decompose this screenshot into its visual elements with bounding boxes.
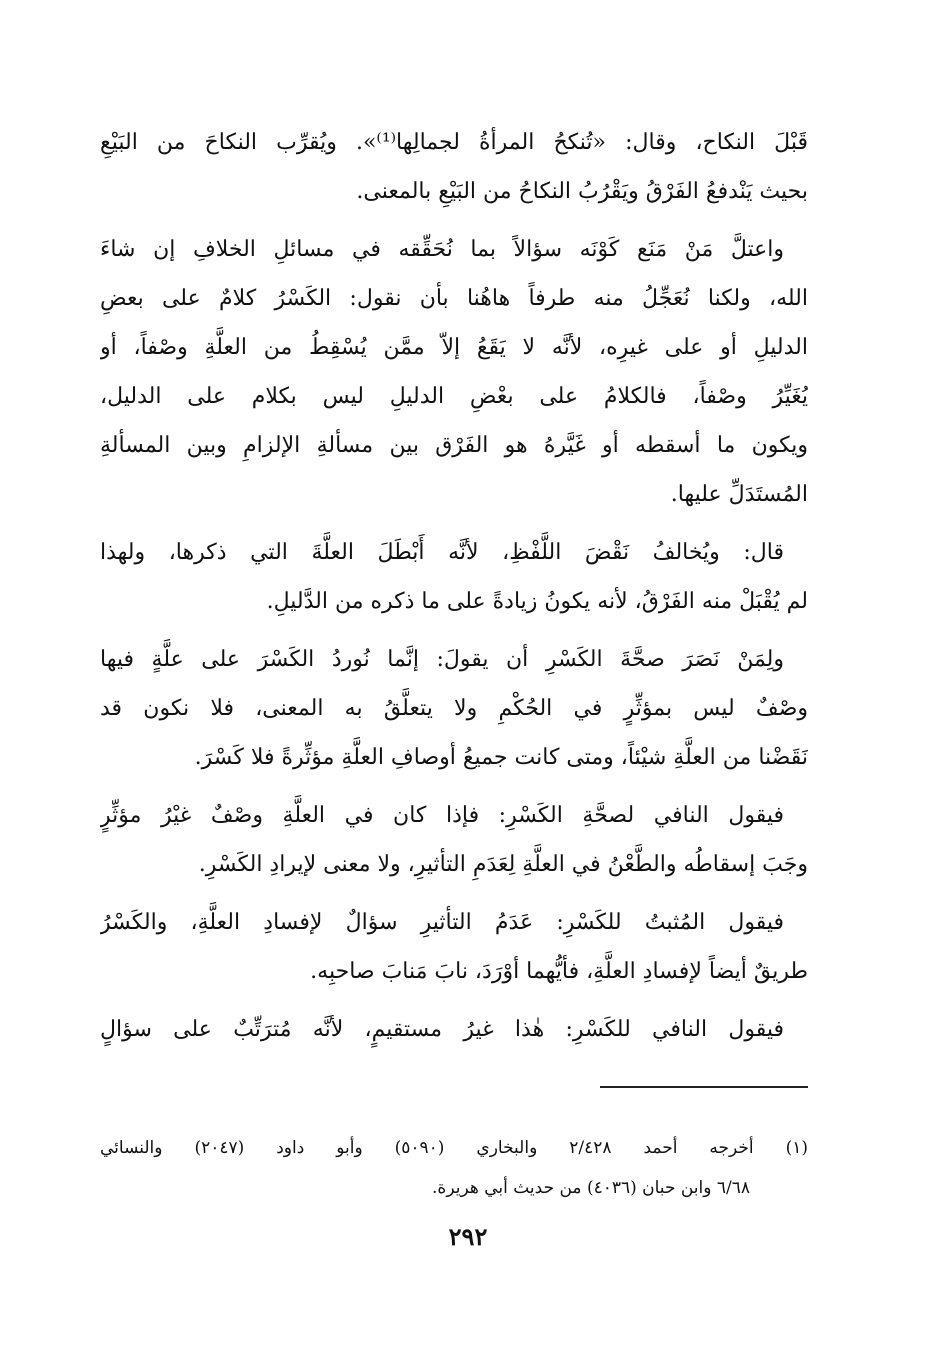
text-line: ولِمَنْ نَصَرَ صحَّةَ الكَسْرِ أن يقولَ: إنَّما نُوردُ الكَسْرَ على علَّةٍ فيها: [100, 647, 784, 672]
text-line: المُستَدَلِّ عليها.: [670, 482, 808, 507]
text-line: وصْفٌ ليس بمؤثِّرٍ في الحُكْمِ ولا يتعلَّقُ به المعنى، فلا نكون قد: [100, 696, 808, 721]
footnote-line: ٦/٦٨ وابن حبان (٤٠٣٦) من حديث أبي هريرة.: [432, 1178, 750, 1198]
text-line: وجَبَ إسقاطُه والطَّعْنُ في العلَّةِ لِعَدَمِ التأثيرِ، ولا معنى لإيرادِ الكَسْرِ.: [198, 852, 808, 877]
footnotes: [100, 1128, 808, 1208]
text-line: يُغَيِّرُ وصْفاً، فالكلامُ على بعْضِ الدليلِ ليس بكلام على الدليل،: [100, 384, 808, 409]
text-line: قَبْلَ النكاح، وقال: «تُنكحُ المرأةُ لجمالِها⁽¹⁾». ويُقرِّب النكاحَ من البَيْعِ: [100, 130, 808, 155]
paragraph-1: [100, 118, 808, 216]
footnote-line: (١) أخرجه أحمد ٢/٤٢٨ والبخاري (٥٠٩٠) وأبو داود (٢٠٤٧) والنسائي: [100, 1138, 808, 1158]
footnote-divider: [600, 1086, 808, 1088]
page-body: [100, 118, 808, 1063]
paragraph-5: [100, 791, 808, 889]
page-number: ٢٩٢: [448, 1222, 488, 1251]
text-line: ويكون ما أسقطه أو غَيَّرهُ هو الفَرْق بين مسألةِ الإلزامِ وبين المسألةِ: [100, 433, 808, 458]
text-line: قال: ويُخالفُ نَقْضَ اللَّفْظِ، لأنَّه أَبْطَلَ العلَّةَ التي ذكرها، ولهذا: [100, 540, 784, 565]
text-line: فيقول النافي لصحَّةِ الكَسْرِ: فإذا كان في العلَّةِ وصْفٌ غيْرُ مؤثِّرٍ: [100, 803, 784, 828]
text-line: طريقٌ أيضاً لإفسادِ العلَّةِ، فأيُّهما أوْرَدَ، نابَ مَنابَ صاحبِه.: [310, 959, 808, 984]
paragraph-2: [100, 225, 808, 519]
text-line: لم يُقْبَلْ منه الفَرْقُ، لأنه يكونُ زيادةً على ما ذكره من الدَّليلِ.: [266, 589, 808, 614]
text-line: بحيث يَنْدفعُ الفَرْقُ ويَقْرُبُ النكاحُ من البَيْعِ بالمعنى.: [356, 179, 808, 204]
text-line: فيقول النافي للكَسْرِ: هٰذا غيرُ مستقيمٍ، لأنَّه مُترَتِّبٌ على سؤالٍ: [100, 1017, 784, 1042]
text-line: فيقول المُثبتُ للكَسْرِ: عَدَمُ التأثيرِ سؤالٌ لإفسادِ العلَّةِ، والكَسْرُ: [100, 910, 784, 935]
text-line: نَقَضْنا من العلَّةِ شيْئاً، ومتى كانت جميعُ أوصافِ العلَّةِ مؤثِّرةً فلا كَسْرَ.: [194, 745, 808, 770]
text-line: الدليلِ أو على غيرِه، لأنَّه لا يَقَعُ إلاّ ممَّن يُسْقِطُ من العلَّةِ وصْفاً، أو: [100, 335, 808, 360]
paragraph-3: [100, 528, 808, 626]
paragraph-6: [100, 898, 808, 996]
text-line: الله، ولكنا نُعَجِّلُ منه طرفاً هاهُنا بأن نقول: الكَسْرُ كلامٌ على بعضِ: [100, 286, 808, 311]
text-line: واعتلَّ مَنْ مَنَع كَوْنَه سؤالاً بما نُحَقِّقه في مسائلِ الخلافِ إن شاءَ: [100, 237, 784, 262]
paragraph-4: [100, 635, 808, 782]
paragraph-7: [100, 1005, 808, 1054]
